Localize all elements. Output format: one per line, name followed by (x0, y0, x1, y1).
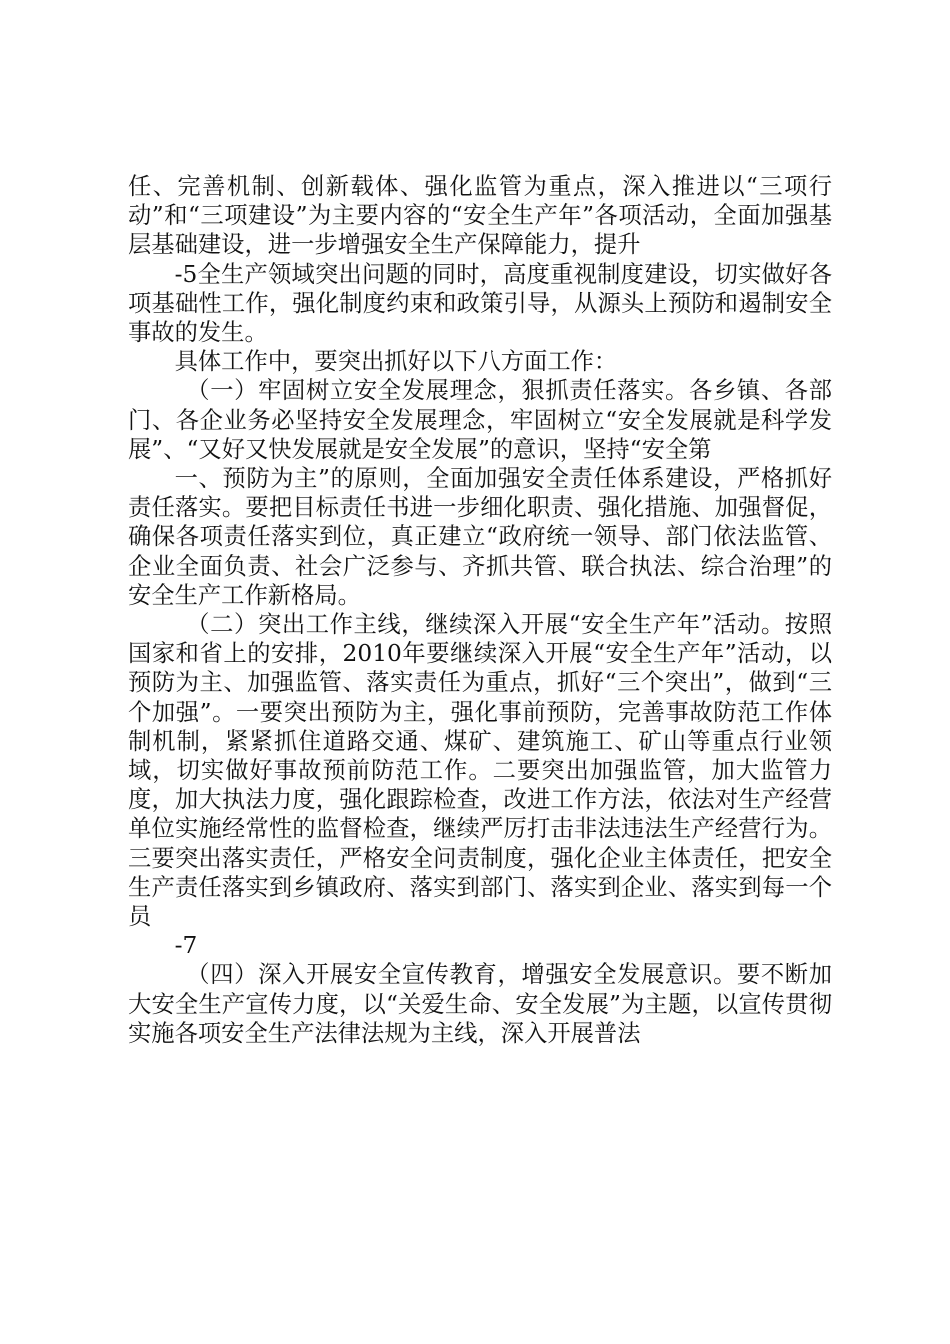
paragraph-2: -5全生产领域突出问题的同时，高度重视制度建设，切实做好各项基础性工作，强化制度约束和政策引导，从源头上预防和遏制安全事故的发生。 (128, 260, 832, 347)
page-number-marker: -7 (174, 932, 198, 960)
paragraph-6: （二）突出工作主线，继续深入开展“安全生产年”活动。按照国家和省上的安排，2010年要继续深入开展“安全生产年”活动，以预防为主、加强监管、落实责任为重点，抓好“三个突出”，做到“三个加强”。一要突出预防为主，强化事前预防，完善事故防范工作体制机制，紧紧抓住道路交通、煤矿、建筑施工、矿山等重点行业领域，切实做好事故预前防范工作。二要突出加强监管，加大监管力度，加大执法力度，强化跟踪检查，改进工作方法，依法对生产经营单位实施经常性的监督检查，继续严厉打击非法违法生产经营行为。三要突出落实责任，严格安全问责制度，强化企业主体责任，把安全生产责任落实到乡镇政府、落实到部门、落实到企业、落实到每一个员 (128, 611, 832, 931)
paragraph-8: （四）深入开展安全宣传教育，增强安全发展意识。要不断加大安全生产宣传力度，以“关爱生命、安全发展”为主题，以宣传贯彻实施各项安全生产法律法规为主线，深入开展普法 (128, 961, 832, 1047)
document-page (128, 172, 832, 1048)
paragraph-4: （一）牢固树立安全发展理念，狠抓责任落实。各乡镇、各部门、各企业务必坚持安全发展理念，牢固树立“安全发展就是科学发展”、“又好又快发展就是安全发展”的意识，坚持“安全第 (128, 377, 832, 463)
paragraph-1: 任、完善机制、创新载体、强化监管为重点，深入推进以“三项行动”和“三项建设”为主要内容的“安全生产年”各项活动，全面加强基层基础建设，进一步增强安全生产保障能力，提升 (128, 173, 832, 259)
paragraph-5: 一、预防为主”的原则，全面加强安全责任体系建设，严格抓好责任落实。要把目标责任书进一步细化职责、强化措施、加强督促，确保各项责任落实到位，真正建立“政府统一领导、部门依法监管、企业全面负责、社会广泛参与、齐抓共管、联合执法、综合治理”的安全生产工作新格局。 (128, 465, 832, 609)
paragraph-3: 具体工作中，要突出抓好以下八方面工作： (174, 348, 618, 376)
